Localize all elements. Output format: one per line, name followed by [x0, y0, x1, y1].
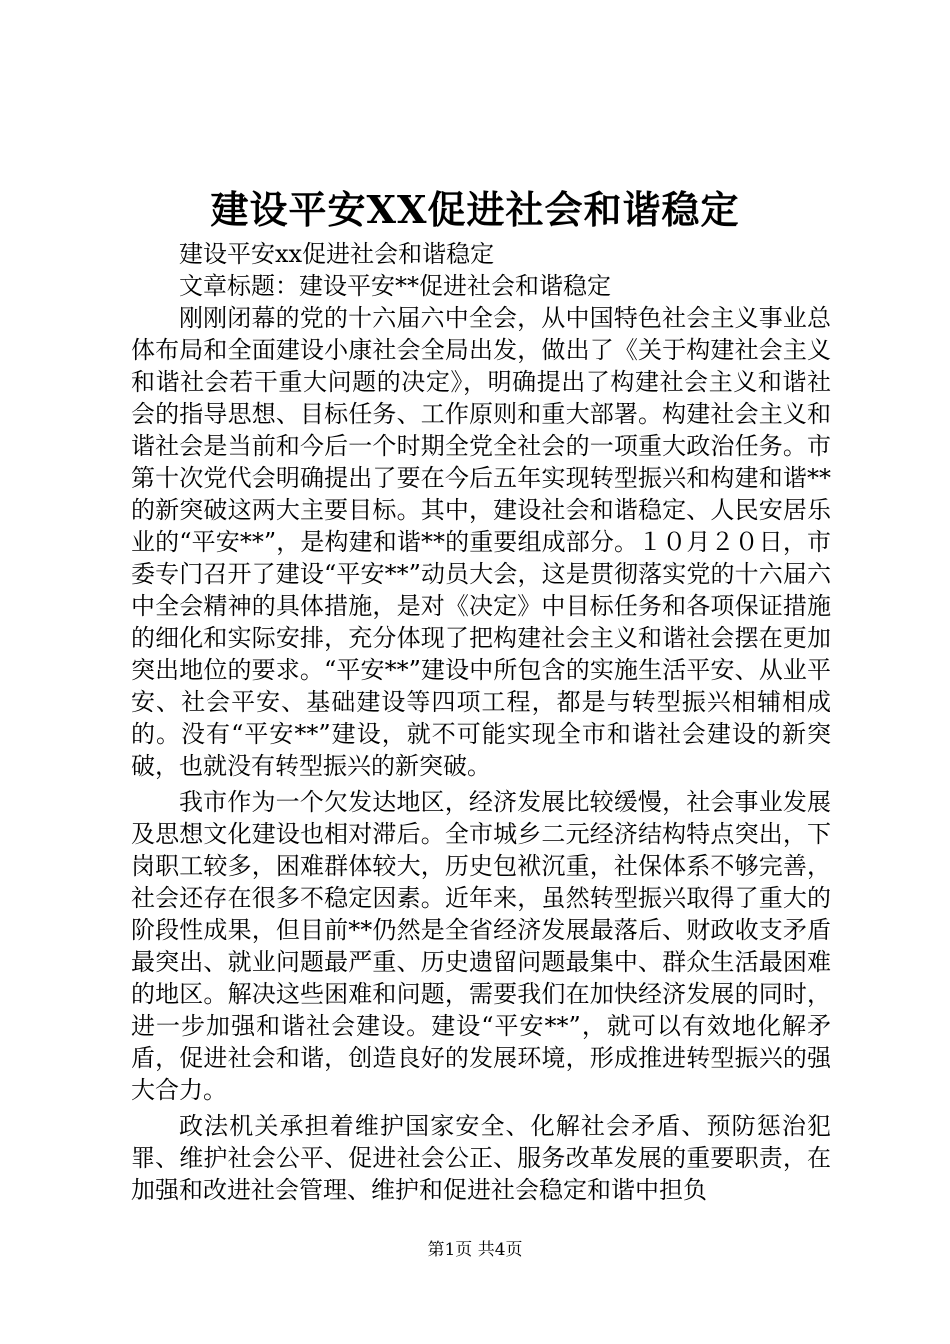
- paragraph-body: 政法机关承担着维护国家安全、化解社会矛盾、预防惩治犯罪、维护社会公平、促进社会公正、服务改革发展的重要职责，在加强和改进社会管理、维护和促进社会稳定和谐中担负: [131, 1112, 831, 1204]
- page-footer: 第1页 共4页: [427, 1240, 523, 1260]
- document-body: [131, 238, 831, 1206]
- paragraph-article-title: 文章标题：建设平安**促进社会和谐稳定: [179, 272, 611, 300]
- paragraph-body: 我市作为一个欠发达地区，经济发展比较缓慢，社会事业发展及思想文化建设也相对滞后。全市城乡二元经济结构特点突出，下岗职工较多，困难群体较大，历史包袱沉重，社保体系不够完善，社会还存在很多不稳定因素。近年来，虽然转型振兴取得了重大的阶段性成果，但目前**仍然是全省经济发展最落后、财政收支矛盾最突出、就业问题最严重、历史遗留问题最集中、群众生活最困难的地区。解决这些困难和问题，需要我们在加快经济发展的同时，进一步加强和谐社会建设。建设“平安**”，就可以有效地化解矛盾，促进社会和谐，创造良好的发展环境，形成推进转型振兴的强大合力。: [131, 788, 831, 1104]
- paragraph-body: 刚刚闭幕的党的十六届六中全会，从中国特色社会主义事业总体布局和全面建设小康社会全局出发，做出了《关于构建社会主义和谐社会若干重大问题的决定》，明确提出了构建社会主义和谐社会的指导思想、目标任务、工作原则和重大部署。构建社会主义和谐社会是当前和今后一个时期全党全社会的一项重大政治任务。市第十次党代会明确提出了要在今后五年实现转型振兴和构建和谐**的新突破这两大主要目标。其中，建设社会和谐稳定、人民安居乐业的“平安**”，是构建和谐**的重要组成部分。１０月２０日，市委专门召开了建设“平安**”动员大会，这是贯彻落实党的十六届六中全会精神的具体措施，是对《决定》中目标任务和各项保证措施的细化和实际安排，充分体现了把构建社会主义和谐社会摆在更加突出地位的要求。“平安**”建设中所包含的实施生活平安、从业平安、社会平安、基础建设等四项工程，都是与转型振兴相辅相成的。没有“平安**”建设，就不可能实现全市和谐社会建设的新突破，也就没有转型振兴的新突破。: [131, 304, 831, 780]
- document-title: 建设平安XX促进社会和谐稳定: [210, 187, 740, 232]
- paragraph-subtitle: 建设平安xx促进社会和谐稳定: [179, 240, 495, 268]
